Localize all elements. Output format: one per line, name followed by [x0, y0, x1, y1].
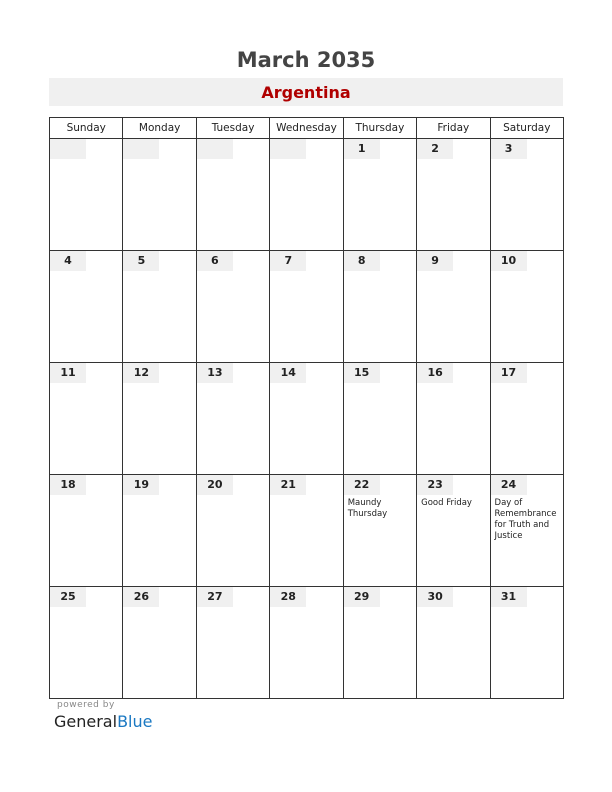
- weekday-tuesday: Tuesday: [196, 118, 269, 139]
- day-cell[interactable]: [50, 251, 123, 363]
- day-cell[interactable]: [417, 251, 490, 363]
- day-number: [197, 139, 233, 159]
- week-row: [50, 587, 564, 699]
- week-row: [50, 251, 564, 363]
- day-cell[interactable]: [417, 475, 490, 587]
- day-number: 3: [491, 139, 527, 159]
- day-cell[interactable]: [50, 363, 123, 475]
- country-band: [49, 78, 563, 106]
- day-number: 13: [197, 363, 233, 383]
- weekday-header-row: [50, 118, 564, 139]
- day-cell[interactable]: [50, 475, 123, 587]
- day-cell[interactable]: [490, 475, 563, 587]
- day-number: 26: [123, 587, 159, 607]
- weekday-saturday: Saturday: [490, 118, 563, 139]
- day-number: 12: [123, 363, 159, 383]
- day-number: 18: [50, 475, 86, 495]
- day-number: [270, 139, 306, 159]
- day-number: 11: [50, 363, 86, 383]
- day-cell[interactable]: [490, 251, 563, 363]
- day-number: [123, 139, 159, 159]
- day-number: 28: [270, 587, 306, 607]
- country-name: Argentina: [261, 83, 351, 102]
- brand-blue: Blue: [117, 712, 153, 731]
- day-cell[interactable]: [270, 475, 343, 587]
- day-cell[interactable]: [196, 139, 269, 251]
- holiday-label: Good Friday: [421, 498, 472, 508]
- day-cell[interactable]: [270, 363, 343, 475]
- day-number: 15: [344, 363, 380, 383]
- day-number: 6: [197, 251, 233, 271]
- brand-general: General: [54, 712, 118, 731]
- day-cell[interactable]: [343, 363, 416, 475]
- day-cell[interactable]: [270, 139, 343, 251]
- calendar-title: March 2035: [236, 48, 376, 72]
- week-row: [50, 475, 564, 587]
- weekday-friday: Friday: [417, 118, 490, 139]
- day-cell[interactable]: [123, 475, 196, 587]
- day-number: 17: [491, 363, 527, 383]
- day-cell[interactable]: [417, 139, 490, 251]
- day-number: 5: [123, 251, 159, 271]
- day-cell[interactable]: [196, 363, 269, 475]
- day-cell[interactable]: [123, 587, 196, 699]
- day-cell[interactable]: [50, 139, 123, 251]
- day-cell[interactable]: [123, 363, 196, 475]
- week-row: [50, 363, 564, 475]
- day-cell[interactable]: [490, 587, 563, 699]
- day-cell[interactable]: [123, 139, 196, 251]
- day-cell[interactable]: [123, 251, 196, 363]
- day-cell[interactable]: [270, 251, 343, 363]
- day-number: 4: [50, 251, 86, 271]
- calendar-grid: [49, 117, 564, 699]
- day-number: 30: [417, 587, 453, 607]
- day-cell[interactable]: [417, 363, 490, 475]
- day-number: 25: [50, 587, 86, 607]
- day-number: 31: [491, 587, 527, 607]
- powered-by-label: powered by: [57, 700, 115, 710]
- day-cell[interactable]: [50, 587, 123, 699]
- weekday-wednesday: Wednesday: [270, 118, 343, 139]
- day-number: 21: [270, 475, 306, 495]
- day-cell[interactable]: [196, 587, 269, 699]
- holiday-label: Day of Remembrance for Truth and Justice: [494, 498, 557, 541]
- day-number: 1: [344, 139, 380, 159]
- day-cell[interactable]: [343, 139, 416, 251]
- brand-logo[interactable]: [54, 712, 152, 731]
- day-cell[interactable]: [343, 251, 416, 363]
- day-number: 16: [417, 363, 453, 383]
- day-cell[interactable]: [490, 139, 563, 251]
- weekday-thursday: Thursday: [343, 118, 416, 139]
- day-cell[interactable]: [196, 475, 269, 587]
- week-row: [50, 139, 564, 251]
- weekday-monday: Monday: [123, 118, 196, 139]
- day-number: 29: [344, 587, 380, 607]
- day-number: 22: [344, 475, 380, 495]
- day-number: 23: [417, 475, 453, 495]
- day-cell[interactable]: [196, 251, 269, 363]
- weekday-sunday: Sunday: [50, 118, 123, 139]
- day-number: 10: [491, 251, 527, 271]
- day-number: 2: [417, 139, 453, 159]
- day-number: 24: [491, 475, 527, 495]
- day-number: 20: [197, 475, 233, 495]
- day-cell[interactable]: [417, 587, 490, 699]
- day-number: 8: [344, 251, 380, 271]
- day-number: 19: [123, 475, 159, 495]
- holiday-label: Maundy Thursday: [347, 498, 388, 519]
- day-cell[interactable]: [490, 363, 563, 475]
- day-number: 9: [417, 251, 453, 271]
- day-number: 27: [197, 587, 233, 607]
- day-number: [50, 139, 86, 159]
- day-cell[interactable]: [270, 587, 343, 699]
- day-number: 7: [270, 251, 306, 271]
- day-cell[interactable]: [343, 475, 416, 587]
- day-cell[interactable]: [343, 587, 416, 699]
- day-number: 14: [270, 363, 306, 383]
